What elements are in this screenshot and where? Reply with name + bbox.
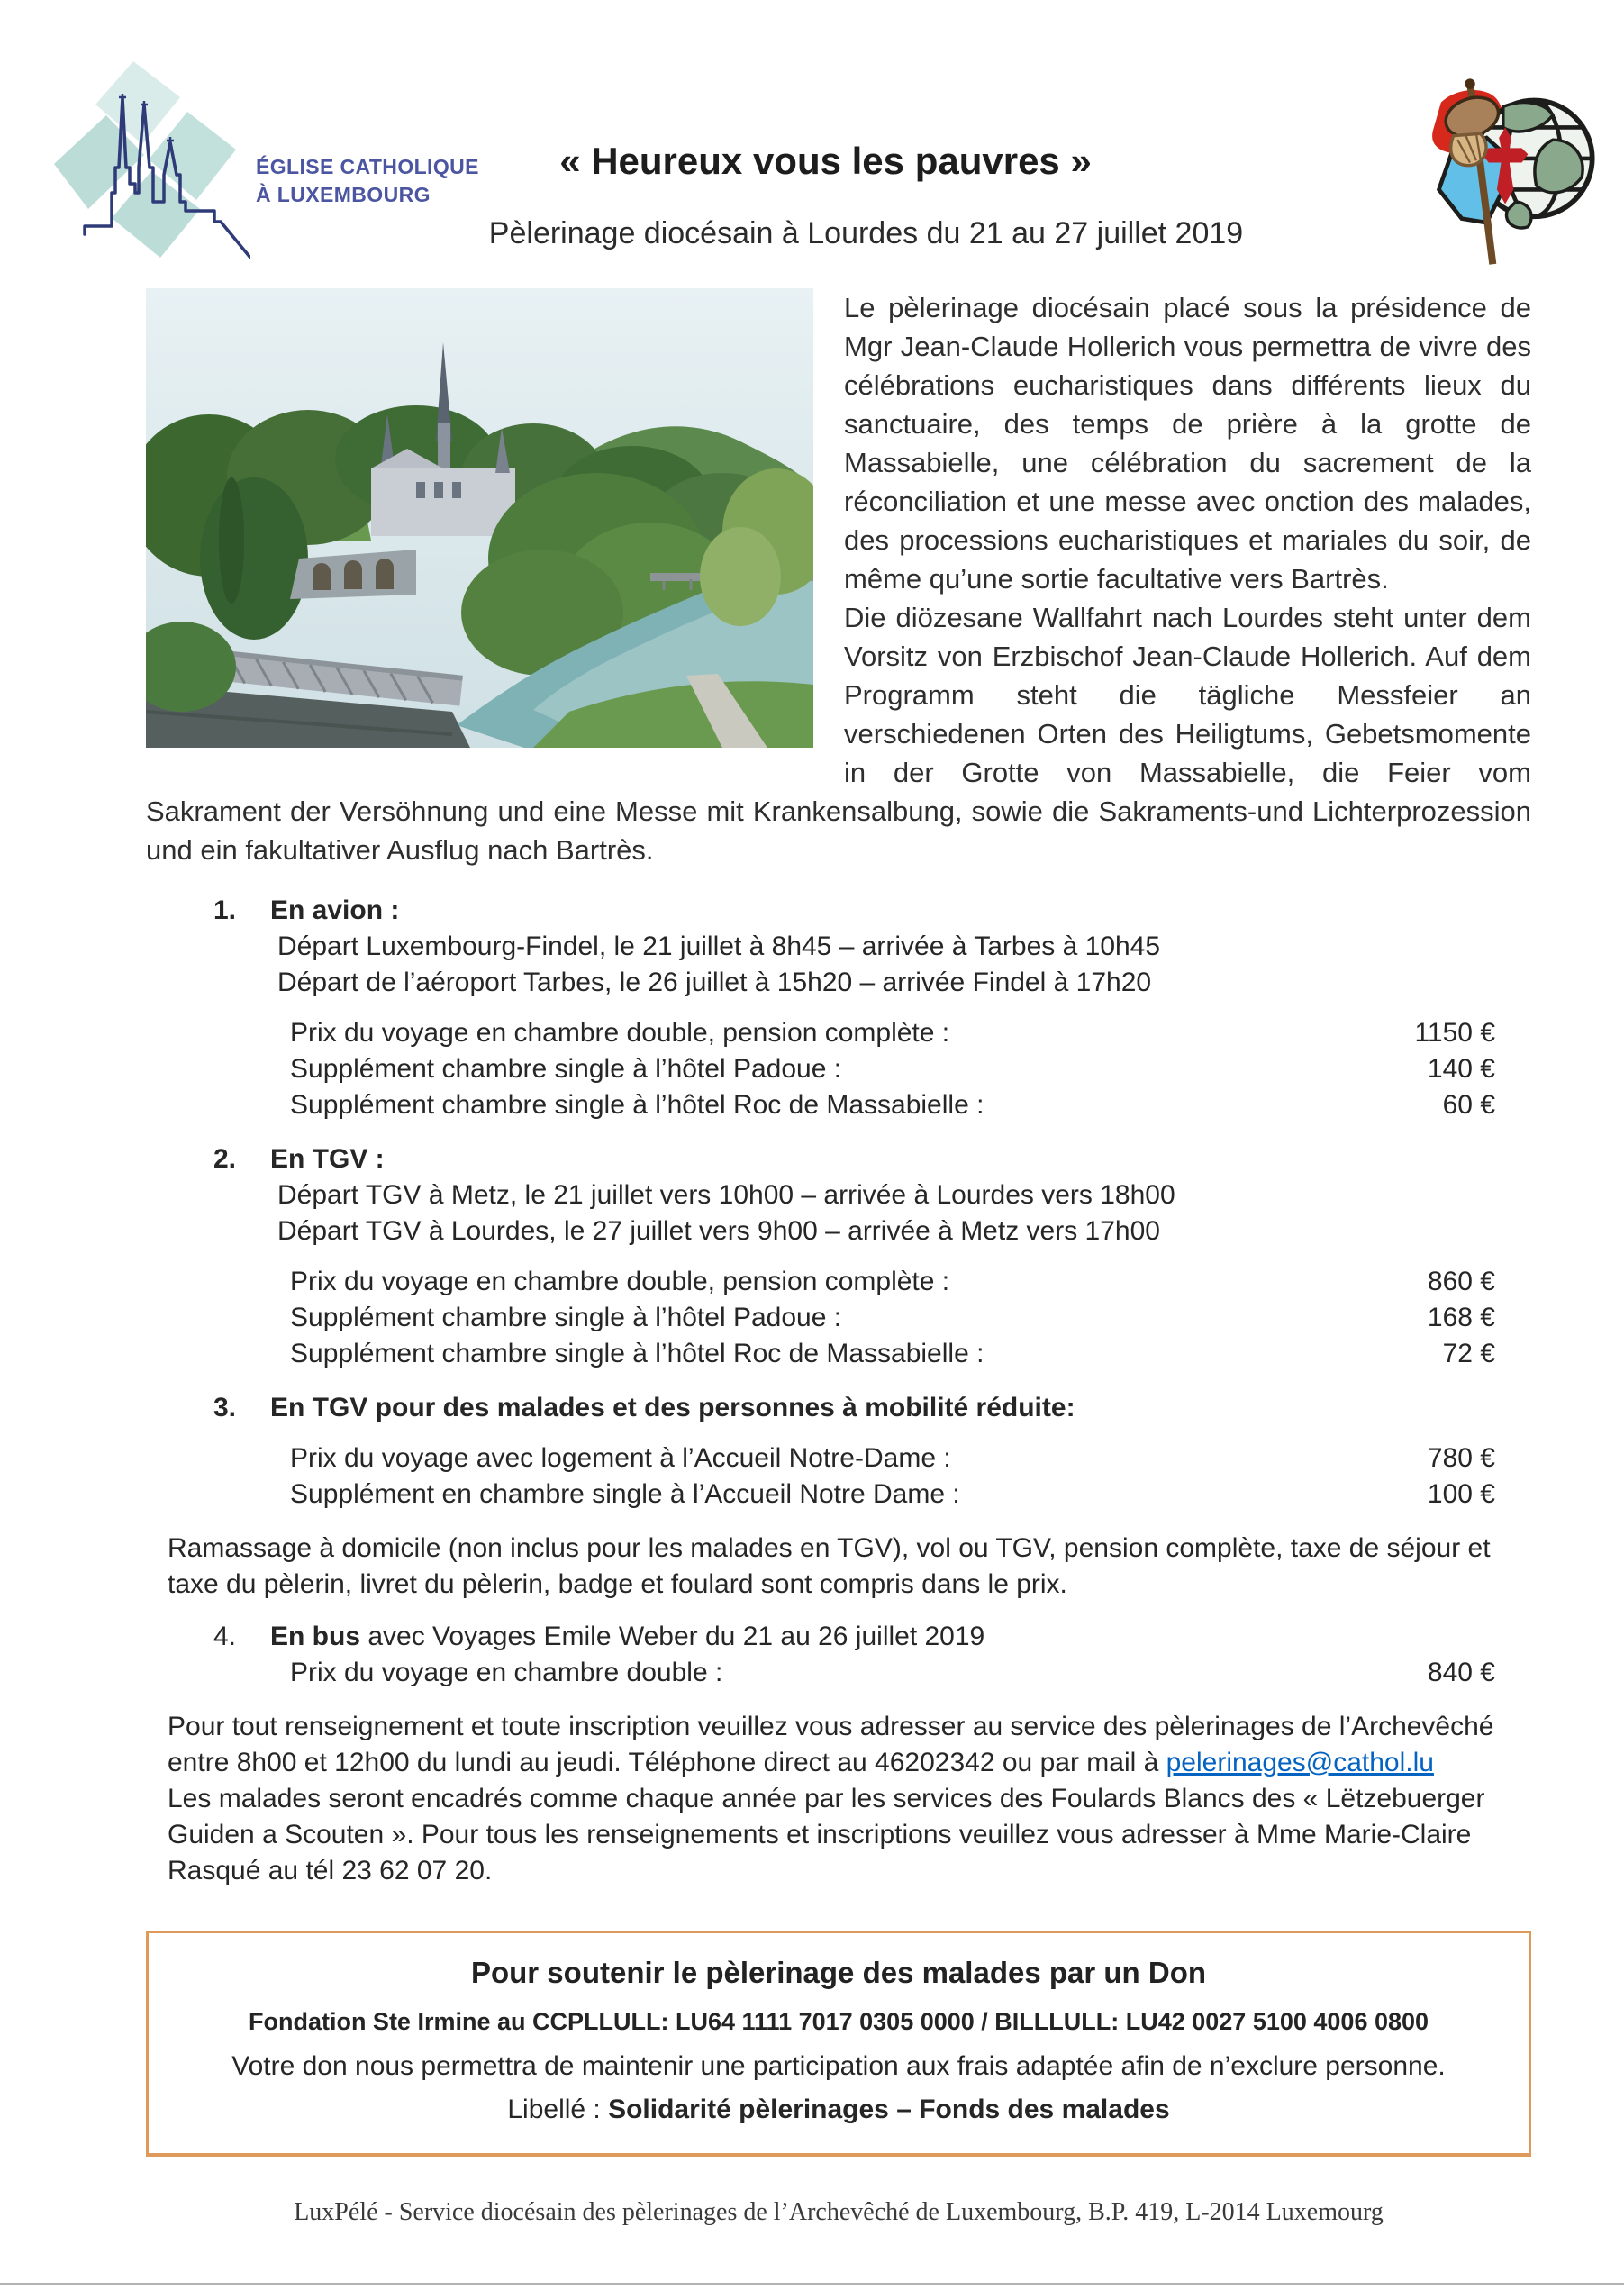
- option-tgv: [146, 1141, 1531, 1372]
- price-label: Prix du voyage en chambre double, pension complète :: [290, 1018, 950, 1048]
- pilgrim-emblem-icon: [1408, 65, 1615, 281]
- price-label: Prix du voyage en chambre double :: [290, 1658, 723, 1687]
- option-heading: [213, 1390, 1531, 1426]
- option-title: En bus: [270, 1622, 361, 1651]
- page-subtitle: Pèlerinage diocésain à Lourdes du 21 au 27 juillet 2019: [488, 216, 1244, 250]
- price-table: [290, 1655, 1495, 1691]
- price-label: Supplément chambre single à l’hôtel Padoue :: [290, 1303, 842, 1332]
- price-row: [290, 1440, 1495, 1477]
- price-row: [290, 1264, 1495, 1300]
- donation-label-prefix: Libellé :: [507, 2095, 609, 2124]
- option-heading: [213, 1619, 1531, 1655]
- option-number: 1.: [213, 895, 237, 925]
- price-row: [290, 1477, 1495, 1513]
- schedule-lines: [277, 929, 1531, 1001]
- price-value: 1150 €: [1414, 1018, 1495, 1048]
- price-table: [290, 1440, 1495, 1513]
- price-value: 72 €: [1442, 1339, 1495, 1368]
- donation-accounts: Fondation Ste Irmine au CCPLLULL: LU64 1111 7017 0305 0000 / BILLLULL: LU42 0027 5100 4006 0800: [248, 2008, 1429, 2035]
- price-value: 60 €: [1442, 1090, 1495, 1120]
- option-number: 3.: [213, 1393, 237, 1422]
- schedule-line: Départ TGV à Lourdes, le 27 juillet vers 9h00 – arrivée à Metz vers 17h00: [277, 1216, 1160, 1246]
- price-value: 100 €: [1427, 1479, 1495, 1509]
- travel-options-list: [146, 893, 1531, 2231]
- option-title: En avion :: [270, 895, 400, 925]
- price-row: [290, 1051, 1495, 1087]
- schedule-line: Départ TGV à Metz, le 21 juillet vers 10h00 – arrivée à Lourdes vers 18h00: [277, 1180, 1175, 1210]
- price-table: [290, 1264, 1495, 1372]
- price-value: 780 €: [1427, 1443, 1495, 1473]
- option-title: En TGV :: [270, 1144, 385, 1174]
- donation-message: Votre don nous permettra de maintenir une participation aux frais adaptée afin de n’exclure personne.: [231, 2051, 1446, 2081]
- note-paragraph: Ramassage à domicile (non inclus pour les malades en TGV), vol ou TGV, pension complète, taxe de séjour et taxe du pèlerin, livret du pèlerin, badge et foulard sont compris dans le prix.: [168, 1533, 1491, 1599]
- sick-care-paragraph: Les malades seront encadrés comme chaque année par les services des Foulards Blancs des « Lëtzebuerger Guiden a Scouten ». Pour tous les renseignements et inscriptions veuillez vous adresser à Mme Marie-Claire Rasqué au tél 23 62 07 20.: [168, 1784, 1485, 1886]
- option-title: En TGV pour des malades et des personnes à mobilité réduite:: [270, 1393, 1075, 1422]
- option-tgv-malades: [146, 1390, 1531, 1513]
- price-label: Prix du voyage en chambre double, pension complète :: [290, 1267, 950, 1296]
- option-avion: [146, 893, 1531, 1123]
- option-number: 4.: [213, 1622, 237, 1651]
- intro-section: [146, 288, 1531, 869]
- brand-line1: ÉGLISE CATHOLIQUE: [256, 155, 479, 178]
- donation-box: [146, 1931, 1531, 2157]
- price-row: [290, 1015, 1495, 1051]
- donation-label-line: [176, 2092, 1502, 2128]
- option-bus: [146, 1619, 1531, 1691]
- price-row: [290, 1655, 1495, 1691]
- price-table: [290, 1015, 1495, 1123]
- option-number: 2.: [213, 1144, 237, 1174]
- lourdes-sanctuary-photo: [146, 288, 813, 748]
- price-value: 860 €: [1427, 1267, 1495, 1296]
- page-title: « Heureux vous les pauvres »: [559, 140, 1092, 182]
- donation-title: Pour soutenir le pèlerinage des malades par un Don: [470, 1956, 1207, 1989]
- contact-paragraph: [168, 1709, 1531, 1781]
- schedule-line: Départ de l’aéroport Tarbes, le 26 juillet à 15h20 – arrivée Findel à 17h20: [277, 968, 1152, 997]
- schedule-lines: [277, 1177, 1531, 1250]
- price-row: [290, 1336, 1495, 1372]
- price-label: Supplément chambre single à l’hôtel Padoue :: [290, 1054, 842, 1084]
- contact-text: Pour tout renseignement et toute inscription veuillez vous adresser au service des pèlerinages de l’Archevêché entre 8h00 et 12h00 du lundi au jeudi. Téléphone direct au 46202342 ou par mail à: [168, 1712, 1494, 1777]
- page-bottom-divider: [0, 2283, 1624, 2285]
- price-row: [290, 1087, 1495, 1123]
- price-label: Supplément en chambre single à l’Accueil Notre Dame :: [290, 1479, 960, 1509]
- price-label: Supplément chambre single à l’hôtel Roc de Massabielle :: [290, 1339, 984, 1368]
- price-value: 140 €: [1427, 1054, 1495, 1084]
- brand-line2: À LUXEMBOURG: [256, 183, 431, 206]
- option-heading: [213, 1141, 1531, 1177]
- footer-text: LuxPélé - Service diocésain des pèlerinages de l’Archevêché de Luxembourg, B.P. 419, L-2014 Luxemourg: [294, 2198, 1384, 2226]
- price-value: 840 €: [1427, 1658, 1495, 1687]
- price-label: Prix du voyage avec logement à l’Accueil Notre-Dame :: [290, 1443, 951, 1473]
- option-heading: [213, 893, 1531, 929]
- price-value: 168 €: [1427, 1303, 1495, 1332]
- schedule-line: Départ Luxembourg-Findel, le 21 juillet à 8h45 – arrivée à Tarbes à 10h45: [277, 931, 1161, 961]
- email-link[interactable]: pelerinages@cathol.lu: [1166, 1748, 1434, 1777]
- donation-label-value: Solidarité pèlerinages – Fonds des malades: [608, 2095, 1170, 2124]
- intro-paragraph-french: Le pèlerinage diocésain placé sous la présidence de Mgr Jean-Claude Hollerich vous permettra de vivre des célébrations eucharistiques dans différents lieux du sanctuaire, des temps de prière à la grotte de Massabielle, une célébration du sacrement de la réconciliation et une messe avec onction des malades, des processions eucharistiques et mariales du soir, de même qu’une sortie facultative vers Bartrès.: [844, 292, 1531, 595]
- intro-paragraph-german: Die diözesane Wallfahrt nach Lourdes steht unter dem Vorsitz von Erzbischof Jean-Claude Hollerich. Auf dem Programm steht die tägliche Messfeier an verschiedenen Orten des Heiligtums, Gebetsmomente in der Grotte von Massabielle, die Feier vom Sakrament der Versöhnung und eine Messe mit Krankensalbung, sowie die Sakraments-und Lichterprozession und ein fakultativer Ausflug nach Bartrès.: [146, 602, 1531, 866]
- price-label: Supplément chambre single à l’hôtel Roc de Massabielle :: [290, 1090, 984, 1120]
- option-title-rest: avec Voyages Emile Weber du 21 au 26 juillet 2019: [360, 1622, 985, 1651]
- price-row: [290, 1300, 1495, 1336]
